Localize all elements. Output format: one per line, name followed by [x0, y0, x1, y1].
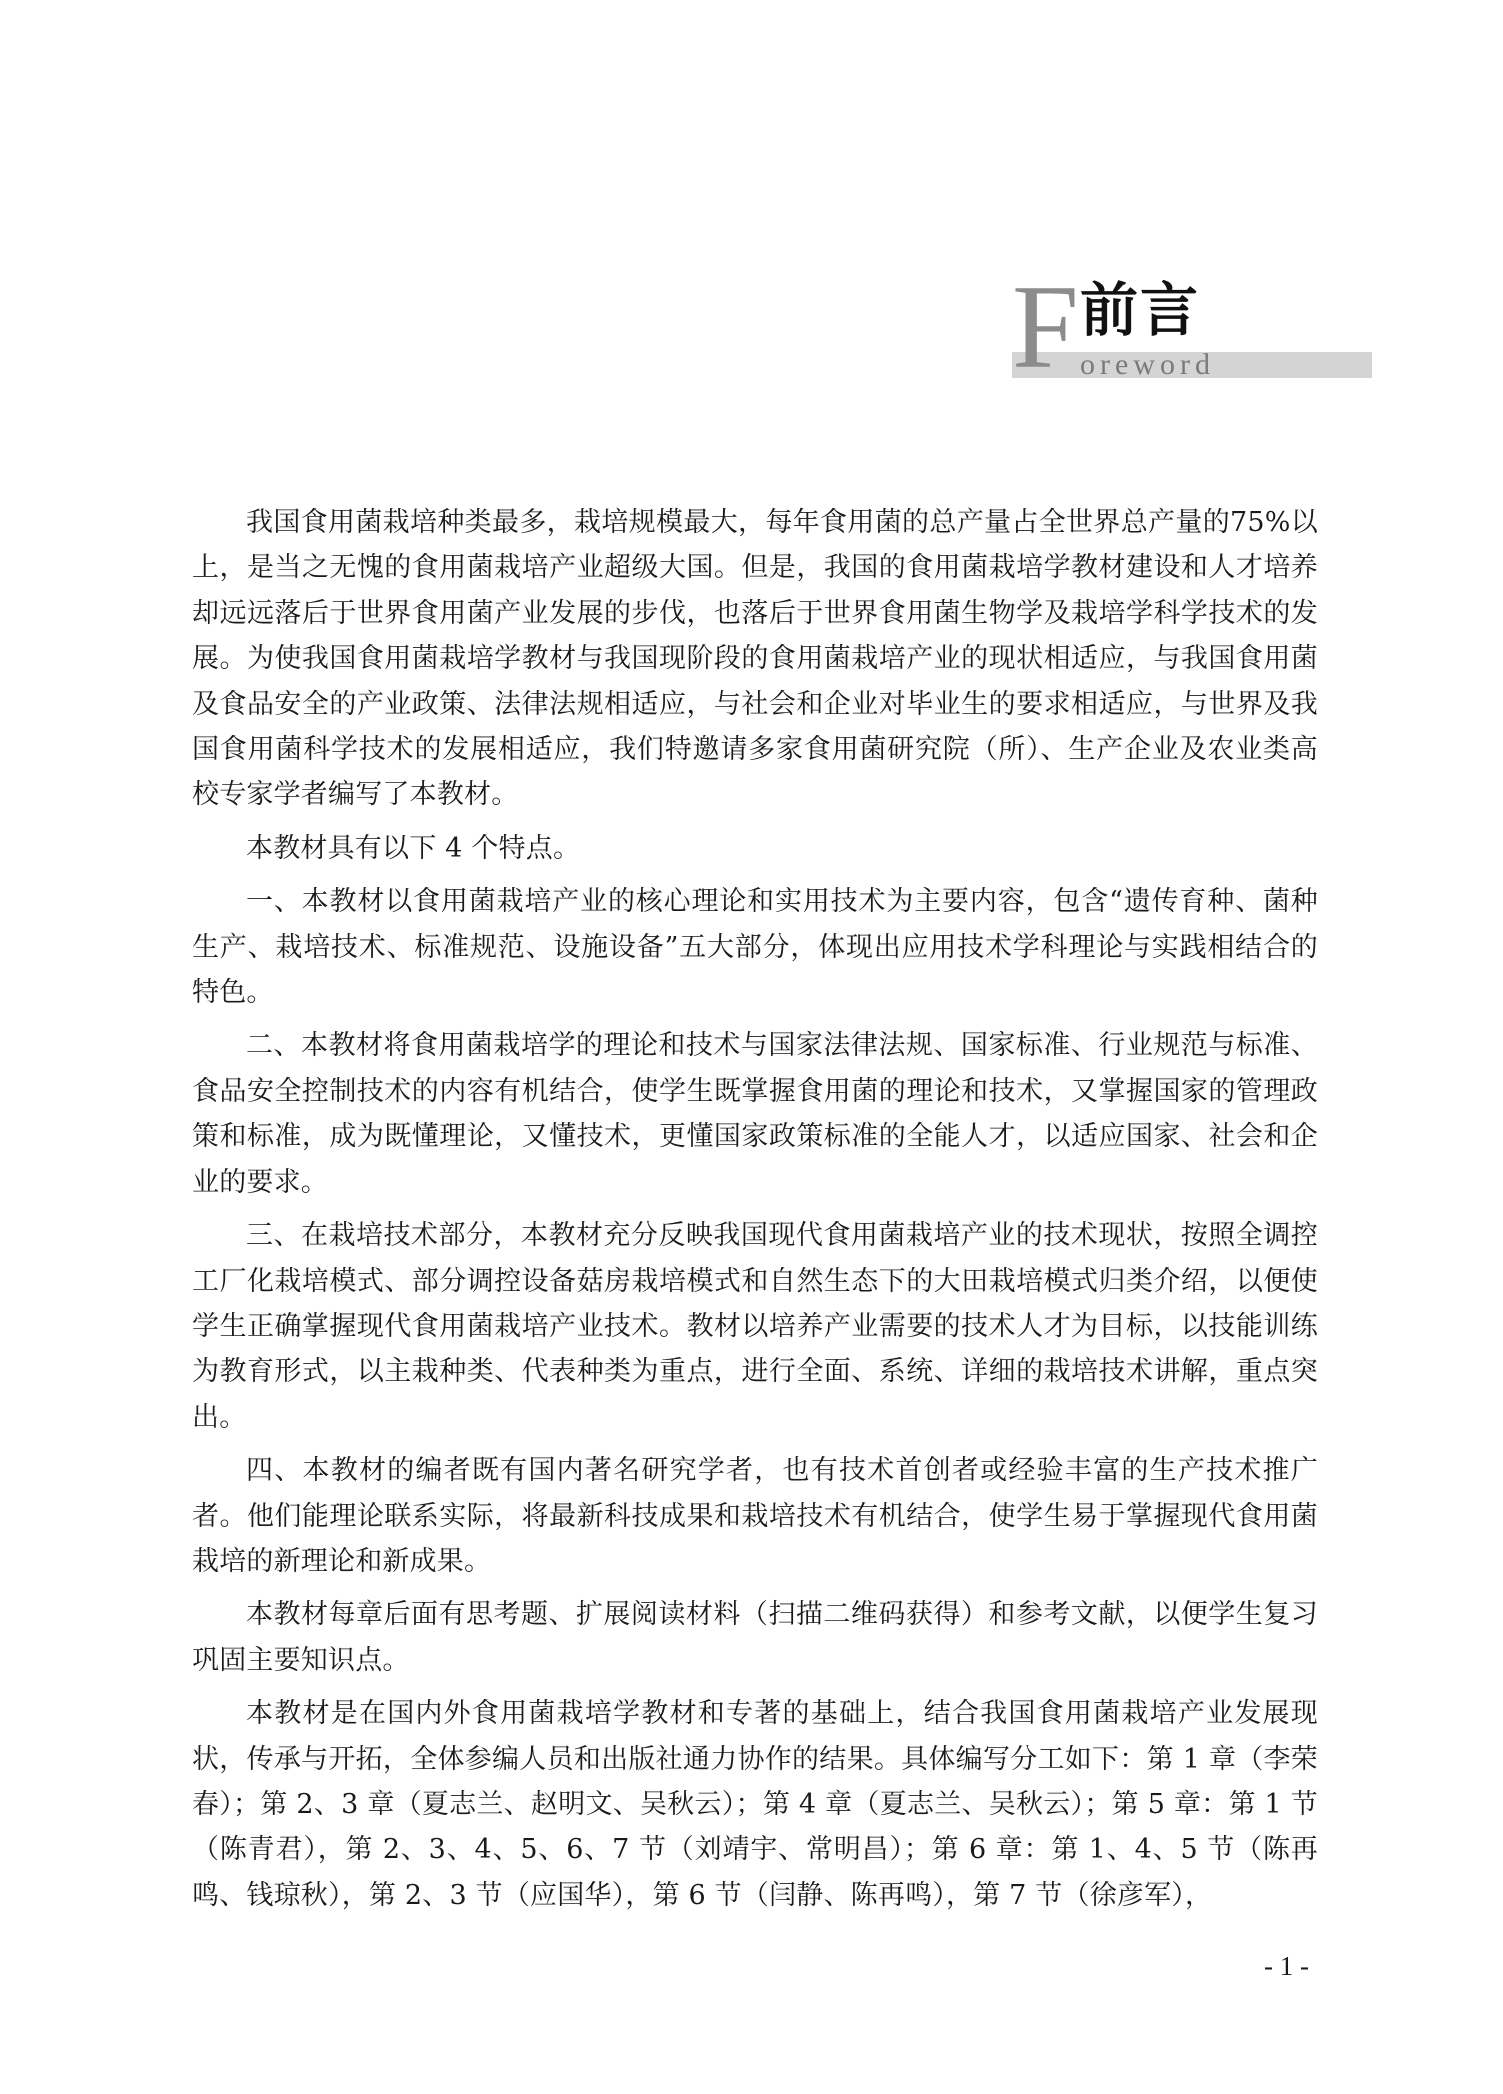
paragraph-7: 本教材每章后面有思考题、扩展阅读材料（扫描二维码获得）和参考文献，以便学生复习巩固主要知识点。	[192, 1599, 1318, 1676]
paragraph-4: 二、本教材将食用菌栽培学的理论和技术与国家法律法规、国家标准、行业规范与标准、食品安全控制技术的内容有机结合，使学生既掌握食用菌的理论和技术，又掌握国家的管理政策和标准，成为既懂理论，又懂技术，更懂国家政策标准的全能人才，以适应国家、社会和企业的要求。	[192, 1030, 1318, 1198]
paragraph-3: 一、本教材以食用菌栽培产业的核心理论和实用技术为主要内容，包含“遗传育种、菌种生产、栽培技术、标准规范、设施设备”五大部分，体现出应用技术学科理论与实践相结合的特色。	[192, 886, 1318, 1009]
paragraph-6: 四、本教材的编者既有国内著名研究学者，也有技术首创者或经验丰富的生产技术推广者。他们能理论联系实际，将最新科技成果和栽培技术有机结合，使学生易于掌握现代食用菌栽培的新理论和新成果。	[192, 1455, 1318, 1577]
page-subtitle: oreword	[1080, 348, 1215, 381]
paragraph-8: 本教材是在国内外食用菌栽培学教材和专著的基础上，结合我国食用菌栽培产业发展现状，传承与开拓，全体参编人员和出版社通力协作的结果。具体编写分工如下：第 1 章（李荣春）；第 2、3 章（夏志兰、赵明文、吴秋云）；第 4 章（夏志兰、吴秋云）；第 5 章：第 1 节（陈青君），第 2、3、4、5、6、7 节（刘靖宇、常明昌）；第 6 章：第 1、4、5 节（陈再鸣、钱琼秋），第 2、3 节（应国华），第 6 节（闫静、陈再鸣），第 7 节（徐彦军），	[192, 1698, 1318, 1911]
paragraph-2: 本教材具有以下 4 个特点。	[246, 832, 581, 864]
paragraph-5: 三、在栽培技术部分，本教材充分反映我国现代食用菌栽培产业的技术现状，按照全调控工厂化栽培模式、部分调控设备菇房栽培模式和自然生态下的大田栽培模式归类介绍，以便使学生正确掌握现代食用菌栽培产业技术。教材以培养产业需要的技术人才为目标，以技能训练为教育形式，以主栽种类、代表种类为重点，进行全面、系统、详细的栽培技术讲解，重点突出。	[192, 1220, 1318, 1433]
heading-initial-letter: F	[1012, 260, 1079, 393]
page-number: - 1 -	[1264, 1951, 1309, 1981]
body-text	[192, 500, 1318, 1926]
foreword-heading	[1012, 260, 1372, 393]
page-title: 前言	[1080, 276, 1201, 344]
paragraph-1: 我国食用菌栽培种类最多，栽培规模最大，每年食用菌的总产量占全世界总产量的75%以上，是当之无愧的食用菌栽培产业超级大国。但是，我国的食用菌栽培学教材建设和人才培养却远远落后于世界食用菌产业发展的步伐，也落后于世界食用菌生物学及栽培学科学技术的发展。为使我国食用菌栽培学教材与我国现阶段的食用菌栽培产业的现状相适应，与我国食用菌及食品安全的产业政策、法律法规相适应，与社会和企业对毕业生的要求相适应，与世界及我国食用菌科学技术的发展相适应，我们特邀请多家食用菌研究院（所）、生产企业及农业类高校专家学者编写了本教材。	[192, 507, 1318, 811]
